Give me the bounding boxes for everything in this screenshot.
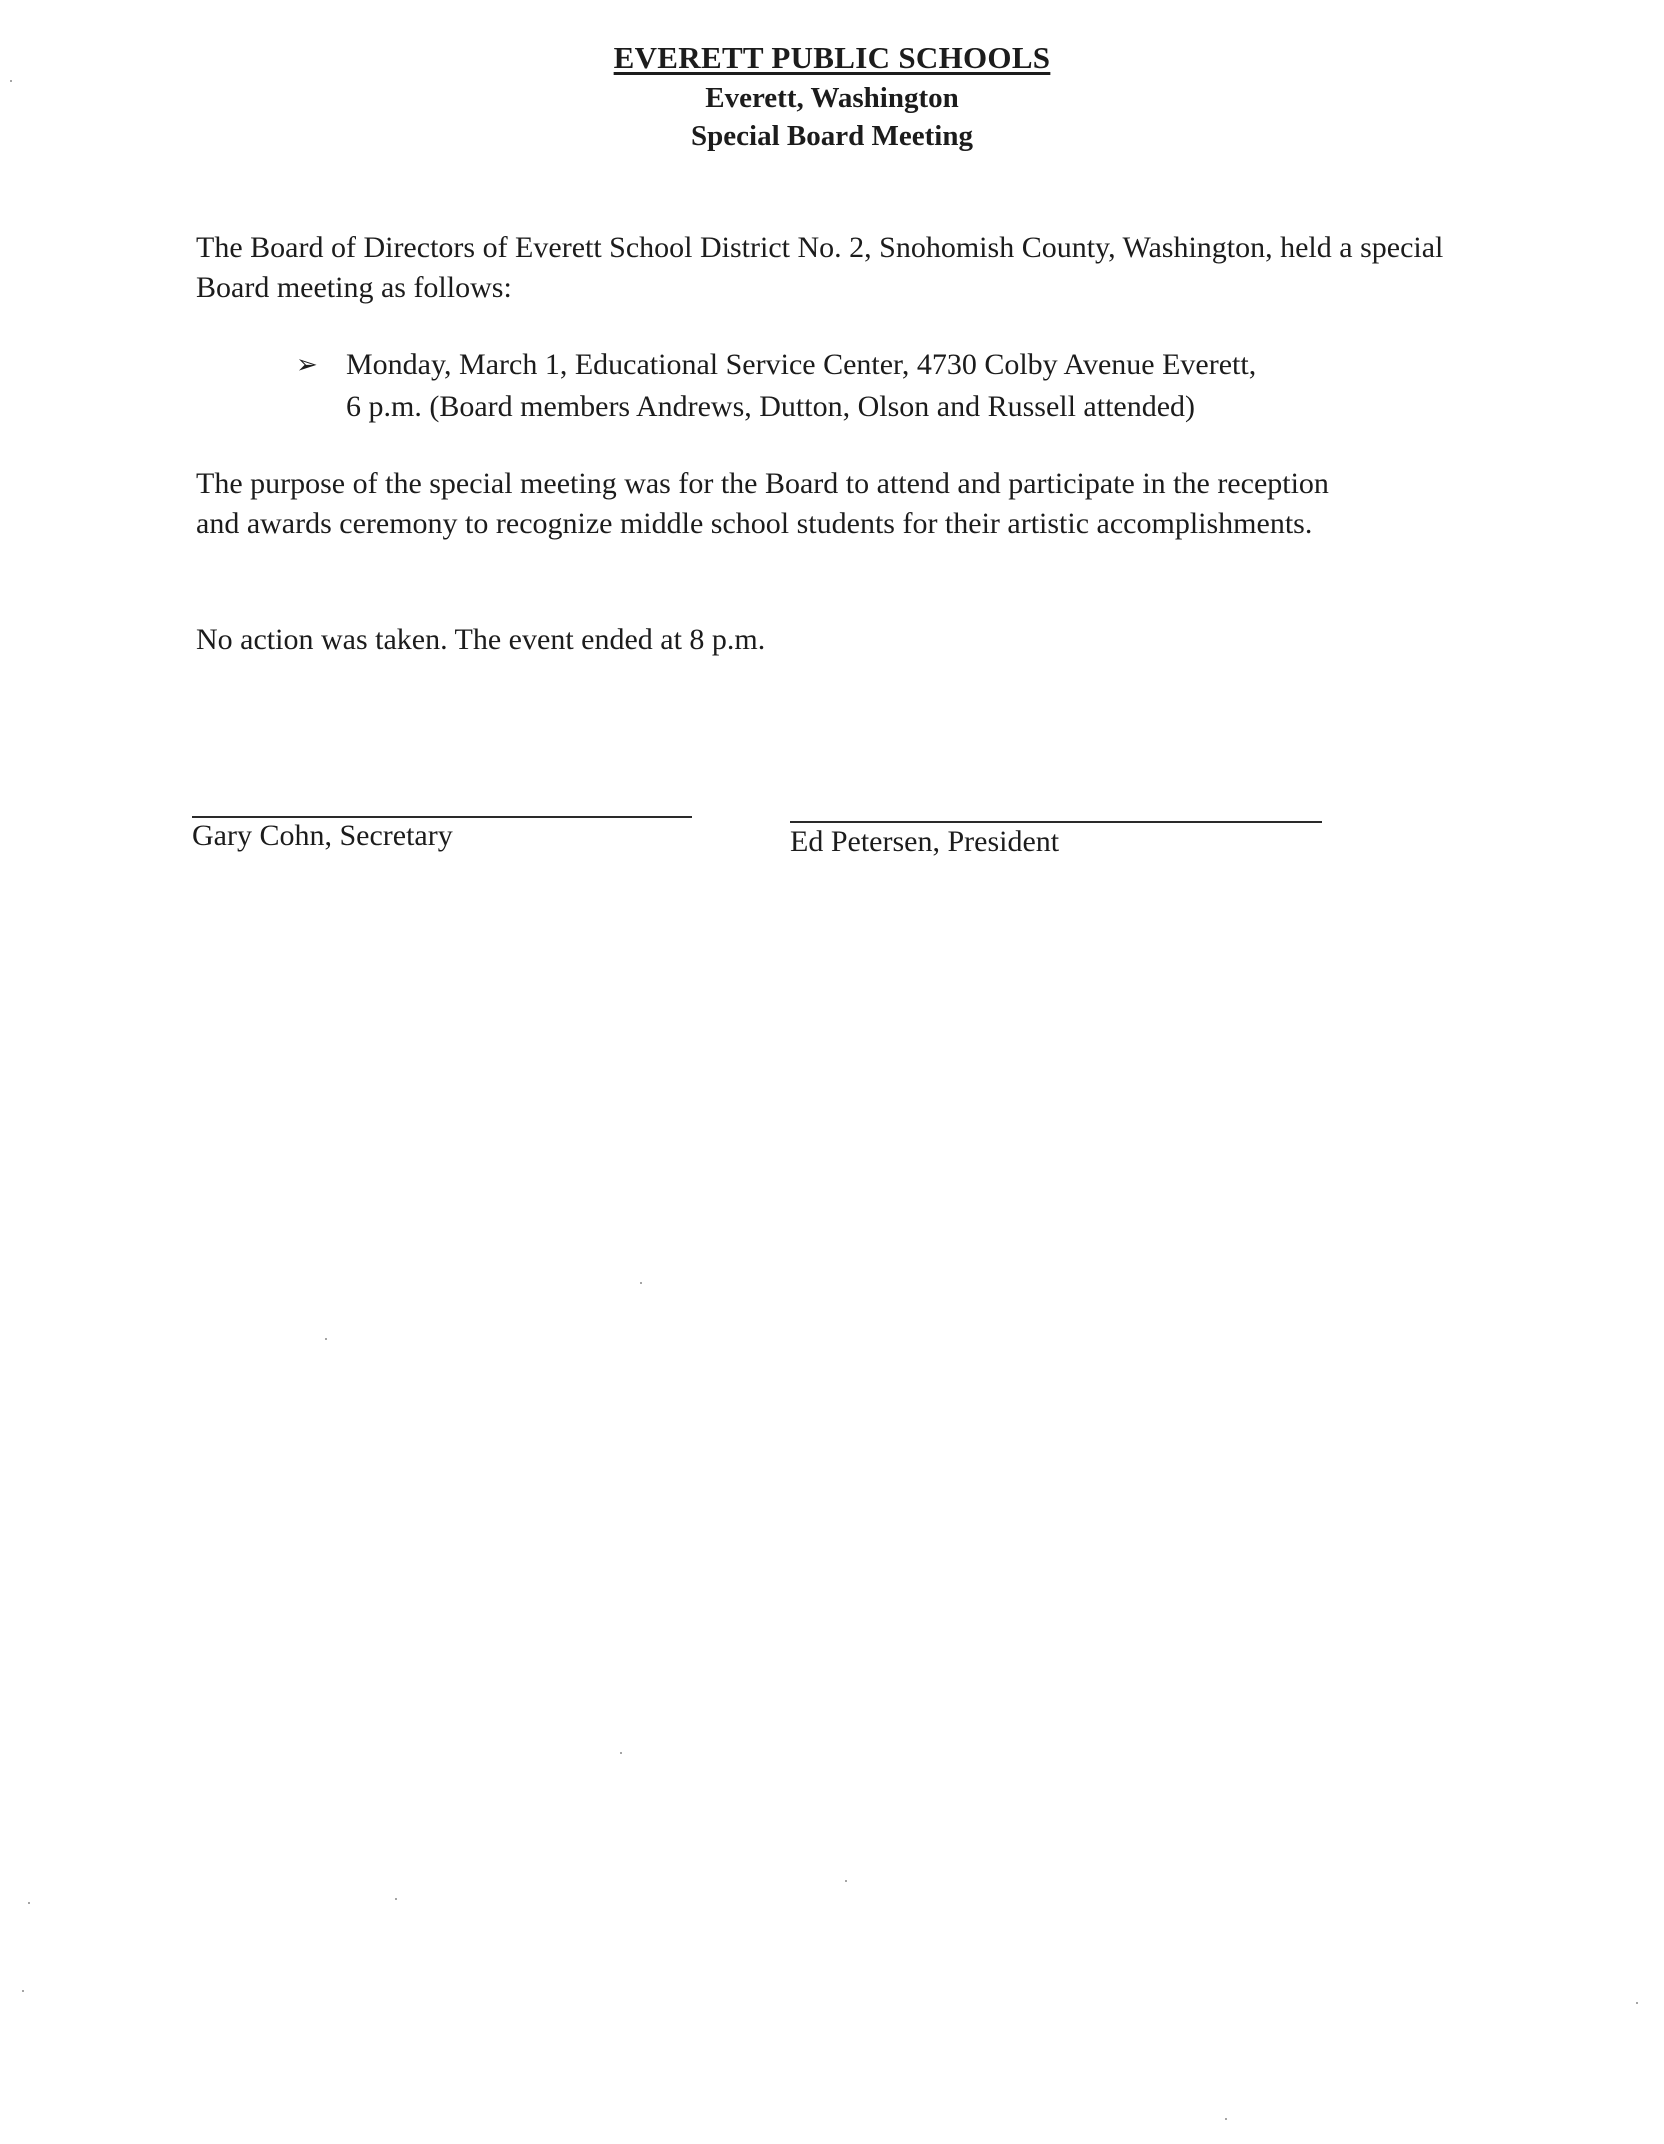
president-signature-name: Ed Petersen, President bbox=[790, 825, 1060, 858]
scan-speck bbox=[845, 1880, 847, 1882]
purpose-paragraph: The purpose of the special meeting was for the Board to attend and participate in the reception and awards ceremony to recognize middle school students for their artistic accomplishments. bbox=[196, 467, 1329, 540]
meeting-details-line-2: 6 p.m. (Board members Andrews, Dutton, Olson and Russell attended) bbox=[346, 390, 1196, 423]
scan-speck bbox=[1225, 2118, 1227, 2120]
meeting-type-subtitle: Special Board Meeting bbox=[691, 120, 973, 152]
scan-speck bbox=[10, 80, 12, 82]
secretary-signature-name: Gary Cohn, Secretary bbox=[192, 819, 453, 852]
scan-speck bbox=[395, 1898, 397, 1900]
document-title: EVERETT PUBLIC SCHOOLS bbox=[613, 40, 1051, 75]
location-subtitle: Everett, Washington bbox=[705, 82, 959, 114]
scan-speck bbox=[620, 1752, 622, 1754]
arrow-bullet-icon: ➢ bbox=[296, 350, 318, 380]
scan-speck bbox=[325, 1338, 327, 1340]
scan-speck bbox=[1636, 2002, 1638, 2004]
meeting-details-line-1: Monday, March 1, Educational Service Center, 4730 Colby Avenue Everett, bbox=[346, 348, 1257, 381]
meeting-details-text bbox=[346, 344, 1426, 428]
action-paragraph: No action was taken. The event ended at 8 p.m. bbox=[196, 623, 766, 656]
scan-speck bbox=[640, 1282, 642, 1284]
intro-paragraph: The Board of Directors of Everett School District No. 2, Snohomish County, Washington, held a special Board meeting as follows: bbox=[196, 231, 1444, 304]
president-signature-line bbox=[790, 821, 1322, 823]
scan-speck bbox=[22, 1990, 24, 1992]
scan-speck bbox=[28, 1902, 30, 1904]
